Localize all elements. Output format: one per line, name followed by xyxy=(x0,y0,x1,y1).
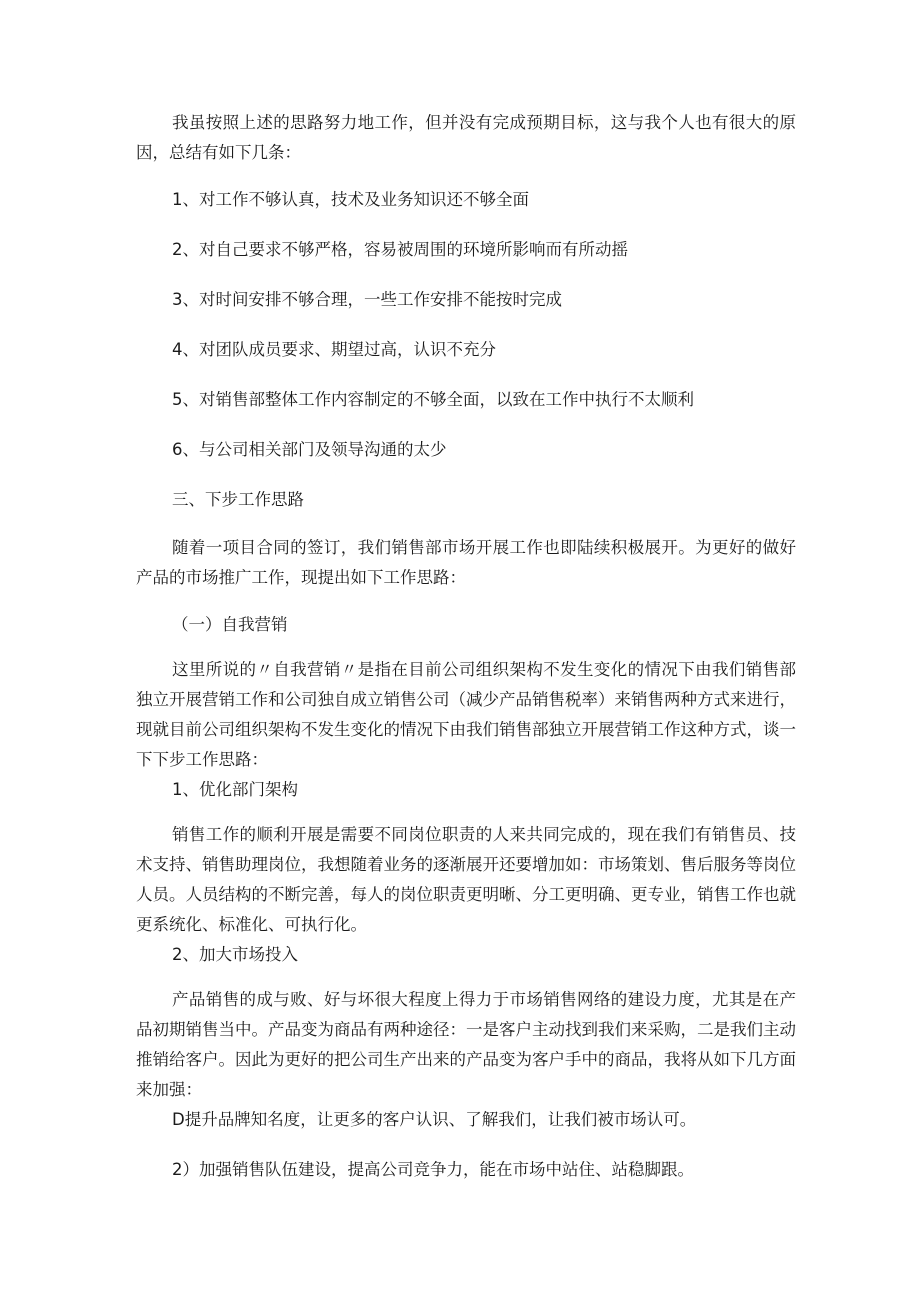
list-item-6: 6、与公司相关部门及领导沟通的太少 xyxy=(172,440,447,459)
paragraph-next-steps-intro: 随着一项目合同的签订，我们销售部市场开展工作也即陆续积极展开。为更好的做好产品的市场推广工作，现提出如下工作思路： xyxy=(136,538,796,587)
list-item-3: 3、对时间安排不够合理，一些工作安排不能按时完成 xyxy=(172,290,562,309)
paragraph-self-marketing: 这里所说的〃自我营销〃是指在目前公司组织架构不发生变化的情况下由我们销售部独立开展营销工作和公司独自成立销售公司（减少产品销售税率）来销售两种方式来进行，现就目前公司组织架构不发生变化的情况下由我们销售部独立开展营销工作这种方式，谈一下下步工作思路： xyxy=(136,660,796,769)
list-item-5: 5、对销售部整体工作内容制定的不够全面，以致在工作中执行不太顺利 xyxy=(172,390,694,409)
list-item-brand: D提升品牌知名度，让更多的客户认识、了解我们，让我们被市场认可。 xyxy=(172,1110,697,1129)
paragraph-summary-intro: 我虽按照上述的思路努力地工作，但并没有完成预期目标，这与我个人也有很大的原因，总结有如下几条： xyxy=(136,113,796,162)
list-item-4: 4、对团队成员要求、期望过高，认识不充分 xyxy=(172,340,496,359)
subsection-heading-optimize: 1、优化部门架构 xyxy=(172,780,298,799)
list-item-sales-team: 2）加强销售队伍建设，提高公司竞争力，能在市场中站住、站稳脚跟。 xyxy=(172,1160,694,1179)
list-item-2: 2、对自己要求不够严格，容易被周围的环境所影响而有所动摇 xyxy=(172,240,628,259)
subsection-heading-market-investment: 2、加大市场投入 xyxy=(172,945,298,964)
subsection-heading-self-marketing: （一）自我营销 xyxy=(172,615,288,634)
paragraph-optimize: 销售工作的顺利开展是需要不同岗位职责的人来共同完成的，现在我们有销售员、技术支持、销售助理岗位，我想随着业务的逐渐展开还要增加如：市场策划、售后服务等岗位人员。人员结构的不断完善，每人的岗位职责更明晰、分工更明确、更专业，销售工作也就更系统化、标准化、可执行化。 xyxy=(136,825,796,934)
list-item-1: 1、对工作不够认真，技术及业务知识还不够全面 xyxy=(172,190,529,209)
paragraph-market-investment: 产品销售的成与败、好与坏很大程度上得力于市场销售网络的建设力度，尤其是在产品初期销售当中。产品变为商品有两种途径：一是客户主动找到我们来采购，二是我们主动推销给客户。因此为更好的把公司生产出来的产品变为客户手中的商品，我将从如下几方面来加强： xyxy=(136,990,796,1099)
section-heading-next-steps: 三、下步工作思路 xyxy=(172,490,304,509)
